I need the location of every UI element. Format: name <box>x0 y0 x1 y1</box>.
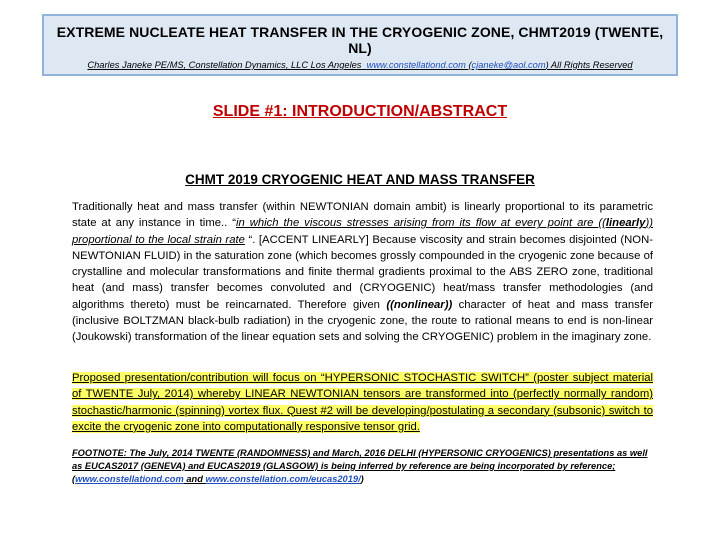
email-open: ( <box>468 60 472 70</box>
section-title: CHMT 2019 CRYOGENIC HEAT AND MASS TRANSFER <box>185 172 535 187</box>
para1-part2: “. [ACCENT LINEARLY] Because viscosity and strain becomes disjointed (NON-NEWTONIAN FLUID) in the saturation zone (which becomes grossly compounded in the cryogenic zone because of crystalline and molecular transformations and finite thermal gradients proximal to the ABS ZERO zone, traditional heat (and mass) transfer becomes convoluted and (CRYOGENIC) heat/mass transfer methodologies (and algorithms thereto) must be reincarnated. Therefore given <box>72 233 653 311</box>
footnote-open: ( <box>72 474 76 484</box>
author-line: Charles Janeke PE/MS, Constellation Dynamics, LLC Los Angeles <box>87 60 362 70</box>
proposal-paragraph <box>72 370 653 435</box>
quote-bold-linearly: linearly <box>605 217 646 230</box>
website-link[interactable]: www.constellationd.com <box>366 60 466 70</box>
nonlinear-emphasis: ((nonlinear)) <box>386 298 453 311</box>
quote-part2: )) proportional to the local strain rate <box>72 217 653 246</box>
footnote-text: FOOTNOTE: The July, 2014 TWENTE (RANDOMNESS) and March, 2016 DELHI (HYPERSONIC CRYOGENICS) presentations as well as EUCAS2017 (GENEVA) and EUCAS2019 (GLASGOW) is being inferred by reference are being incorporated by reference; <box>72 448 648 471</box>
header-box <box>42 14 678 76</box>
footnote <box>72 447 653 486</box>
header-byline <box>44 60 676 70</box>
para1-part3: character of heat and mass transfer (inclusive BOLTZMAN black-bulb radiation) in the cryogenic zone, the route to rational means to end is non-linear (Joukowski) transformation of the linear equation sets and solving the CRYOGENIC) problem in the imaginary zone. <box>72 298 654 344</box>
abstract-paragraph <box>72 199 653 346</box>
footnote-link-1[interactable]: www.constellationd.com <box>75 474 184 484</box>
para1-part1: Traditionally heat and mass transfer (within NEWTONIAN domain ambit) is linearly proportional to its parametric state at any instance in time.. “ <box>72 201 653 230</box>
quote-part1: in which the viscous stresses arising from its flow at every point are (( <box>235 217 606 230</box>
email-link[interactable]: cjaneke@aol.com <box>471 60 546 70</box>
footnote-link-2[interactable]: www.constellation.com/eucas2019/ <box>205 474 361 484</box>
proposal-highlight: Proposed presentation/contribution will focus on “HYPERSONIC STOCHASTIC SWITCH” (poster subject material of TWENTE July, 2014) whereby LINEAR NEWTONIAN tensors are transformed into (perfectly normally random) stochastic/harmonic (spinning) vortex flux. Quest #2 will be developing/postulating a secondary (subsonic) switch to excite the cryogenic zone into computationally responsive tensor grid. <box>72 372 653 433</box>
footnote-and: and <box>183 474 206 484</box>
rights-text: ) All Rights Reserved <box>545 60 633 70</box>
header-title: EXTREME NUCLEATE HEAT TRANSFER IN THE CRYOGENIC ZONE, CHMT2019 (TWENTE, NL) <box>56 24 664 56</box>
footnote-close: ) <box>360 474 364 484</box>
slide-title: SLIDE #1: INTRODUCTION/ABSTRACT <box>212 103 508 120</box>
